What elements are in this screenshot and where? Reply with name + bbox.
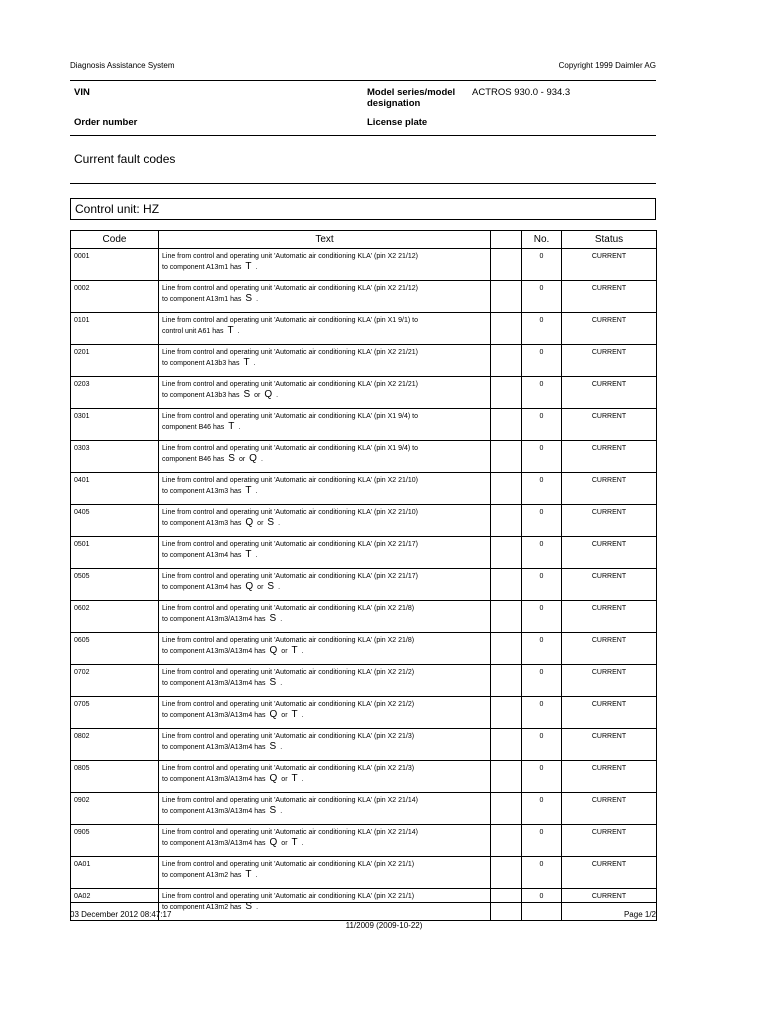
fault-text-line1: Line from control and operating unit 'Automatic air conditioning KLA' (pin X2 21/12): [162, 253, 418, 260]
fault-blank-cell: [491, 537, 522, 569]
table-row: [71, 857, 657, 889]
fault-text-line2: to component A13m3/A13m4 has: [162, 648, 266, 655]
fault-status: CURRENT: [562, 889, 657, 921]
fault-text: Line from control and operating unit 'Automatic air conditioning KLA' (pin X2 21/10) to component A13m3 has Q or S .: [159, 505, 491, 537]
fault-blank-cell: [491, 729, 522, 761]
fault-text-or: or: [281, 648, 288, 655]
model-label-line2: designation: [367, 98, 421, 109]
fault-status: CURRENT: [562, 825, 657, 857]
fault-text-or: or: [281, 840, 288, 847]
fault-text: Line from control and operating unit 'Automatic air conditioning KLA' (pin X2 21/14) to component A13m3/A13m4 has S .: [159, 793, 491, 825]
fault-count: 0: [522, 313, 562, 345]
fault-text-line2: to component A13m3/A13m4 has: [162, 840, 266, 847]
fault-text-or: or: [257, 520, 264, 527]
fault-code: 0605: [71, 633, 159, 665]
fault-text: Line from control and operating unit 'Automatic air conditioning KLA' (pin X2 21/21) to component A13b3 has T .: [159, 345, 491, 377]
table-row: [71, 313, 657, 345]
model-value: ACTROS 930.0 - 934.3: [472, 87, 571, 98]
fault-status: CURRENT: [562, 409, 657, 441]
fault-text-line1: Line from control and operating unit 'Automatic air conditioning KLA' (pin X2 21/8): [162, 605, 415, 612]
fault-text-line2: to component A13m3 has: [162, 488, 242, 495]
fault-blank-cell: [491, 345, 522, 377]
fault-text: Line from control and operating unit 'Automatic air conditioning KLA' (pin X2 21/2) to component A13m3/A13m4 has S .: [159, 665, 491, 697]
fault-code: 0401: [71, 473, 159, 505]
table-row: [71, 761, 657, 793]
fault-text: Line from control and operating unit 'Automatic air conditioning KLA' (pin X1 9/1) to control unit A61 has T .: [159, 313, 491, 345]
column-header-status: Status: [562, 231, 657, 249]
fault-symbol: S: [228, 453, 235, 464]
fault-count: 0: [522, 601, 562, 633]
fault-status: CURRENT: [562, 633, 657, 665]
model-label-line1: Model series/model: [367, 87, 456, 98]
fault-symbol: S: [267, 517, 275, 528]
fault-text-line2: to component A13m3/A13m4 has: [162, 680, 266, 687]
fault-text-line2: to component A13b3 has: [162, 392, 240, 399]
fault-code: 0002: [71, 281, 159, 313]
copyright: Copyright 1999 Daimler AG: [558, 61, 656, 70]
table-row: [71, 505, 657, 537]
fault-text: Line from control and operating unit 'Automatic air conditioning KLA' (pin X2 21/10) to component A13m3 has T .: [159, 473, 491, 505]
fault-text: Line from control and operating unit 'Automatic air conditioning KLA' (pin X2 21/17) to component A13m4 has Q or S .: [159, 569, 491, 601]
fault-status: CURRENT: [562, 249, 657, 281]
fault-text: Line from control and operating unit 'Automatic air conditioning KLA' (pin X2 21/21) to component A13b3 has S or Q .: [159, 377, 491, 409]
version-label: 11/2009 (2009-10-22): [345, 921, 423, 930]
fault-blank-cell: [491, 633, 522, 665]
fault-text-line2: to component A13m3/A13m4 has: [162, 776, 266, 783]
fault-text-line2: to component A13m2 has: [162, 872, 242, 879]
fault-text: Line from control and operating unit 'Automatic air conditioning KLA' (pin X2 21/2) to component A13m3/A13m4 has Q or T .: [159, 697, 491, 729]
table-row: [71, 377, 657, 409]
fault-blank-cell: [491, 825, 522, 857]
fault-text: Line from control and operating unit 'Automatic air conditioning KLA' (pin X2 21/12) to component A13m1 has S .: [159, 281, 491, 313]
vehicle-divider: [70, 135, 656, 136]
fault-text-or: or: [257, 584, 264, 591]
fault-text: Line from control and operating unit 'Automatic air conditioning KLA' (pin X2 21/1) to component A13m2 has S .: [159, 889, 491, 921]
fault-text-line2: to component A13m2 has: [162, 904, 242, 911]
fault-symbol: S: [269, 741, 277, 752]
fault-count: 0: [522, 793, 562, 825]
fault-symbol: Q: [245, 581, 254, 592]
fault-code: 0905: [71, 825, 159, 857]
model-label: [367, 87, 455, 109]
fault-blank-cell: [491, 473, 522, 505]
fault-symbol: Q: [269, 837, 278, 848]
fault-text-line2: to component A13m3 has: [162, 520, 242, 527]
fault-blank-cell: [491, 889, 522, 921]
fault-symbol: T: [291, 773, 298, 784]
fault-count: 0: [522, 633, 562, 665]
fault-code: 0805: [71, 761, 159, 793]
fault-text-line1: Line from control and operating unit 'Automatic air conditioning KLA' (pin X2 21/17): [162, 541, 418, 548]
fault-text-line2: to component A13m1 has: [162, 264, 242, 271]
fault-symbol: S: [269, 613, 277, 624]
control-unit-label: Control unit: HZ: [75, 202, 160, 216]
fault-code: 0505: [71, 569, 159, 601]
table-header-row: [71, 231, 657, 249]
fault-code: 0A02: [71, 889, 159, 921]
fault-status: CURRENT: [562, 537, 657, 569]
fault-text-line1: Line from control and operating unit 'Automatic air conditioning KLA' (pin X2 21/12): [162, 285, 418, 292]
fault-code: 0702: [71, 665, 159, 697]
fault-symbol: T: [291, 837, 298, 848]
table-row: [71, 409, 657, 441]
fault-symbol: T: [245, 485, 252, 496]
fault-code: 0203: [71, 377, 159, 409]
fault-code: 0301: [71, 409, 159, 441]
order-number-label: Order number: [74, 117, 138, 128]
fault-text-line2: control unit A61 has: [162, 328, 224, 335]
table-row: [71, 665, 657, 697]
fault-status: CURRENT: [562, 505, 657, 537]
fault-text: Line from control and operating unit 'Automatic air conditioning KLA' (pin X1 9/4) to component B46 has S or Q .: [159, 441, 491, 473]
fault-blank-cell: [491, 697, 522, 729]
fault-symbol: T: [291, 645, 298, 656]
fault-status: CURRENT: [562, 697, 657, 729]
fault-code: 0602: [71, 601, 159, 633]
fault-symbol: Q: [269, 645, 278, 656]
fault-symbol: S: [245, 901, 253, 912]
fault-text-line2: to component A13m4 has: [162, 552, 242, 559]
table-row: [71, 793, 657, 825]
fault-code: 0001: [71, 249, 159, 281]
vin-label: VIN: [74, 87, 90, 98]
fault-count: 0: [522, 569, 562, 601]
table-row: [71, 569, 657, 601]
fault-text-line2: to component A13m1 has: [162, 296, 242, 303]
fault-text-or: or: [254, 392, 261, 399]
fault-symbol: Q: [269, 773, 278, 784]
fault-symbol: Q: [245, 517, 254, 528]
fault-text-line1: Line from control and operating unit 'Automatic air conditioning KLA' (pin X1 9/1) to: [162, 317, 418, 324]
fault-count: 0: [522, 697, 562, 729]
fault-count: 0: [522, 281, 562, 313]
fault-blank-cell: [491, 313, 522, 345]
fault-code: 0501: [71, 537, 159, 569]
fault-blank-cell: [491, 793, 522, 825]
fault-text-or: or: [238, 456, 246, 463]
section-title: Current fault codes: [74, 152, 176, 166]
fault-text: Line from control and operating unit 'Automatic air conditioning KLA' (pin X2 21/3) to component A13m3/A13m4 has Q or T .: [159, 761, 491, 793]
fault-text-line2: to component A13m4 has: [162, 584, 242, 591]
fault-count: 0: [522, 409, 562, 441]
fault-code: 0902: [71, 793, 159, 825]
license-plate-label: License plate: [367, 117, 428, 128]
fault-status: CURRENT: [562, 441, 657, 473]
fault-symbol: S: [243, 389, 251, 400]
fault-text-or: or: [281, 712, 288, 719]
fault-code: 0101: [71, 313, 159, 345]
fault-symbol: S: [267, 581, 275, 592]
fault-status: CURRENT: [562, 345, 657, 377]
fault-text: Line from control and operating unit 'Automatic air conditioning KLA' (pin X2 21/8) to component A13m3/A13m4 has Q or T .: [159, 633, 491, 665]
fault-status: CURRENT: [562, 665, 657, 697]
fault-text-line1: Line from control and operating unit 'Automatic air conditioning KLA' (pin X2 21/1): [162, 861, 415, 868]
fault-text-line1: Line from control and operating unit 'Automatic air conditioning KLA' (pin X2 21/1): [162, 893, 415, 900]
fault-text-line2: to component A13m3/A13m4 has: [162, 808, 266, 815]
fault-count: 0: [522, 537, 562, 569]
table-row: [71, 601, 657, 633]
fault-symbol: T: [245, 549, 252, 560]
print-datetime: 03 December 2012 08:47:17: [70, 910, 172, 919]
fault-count: 0: [522, 889, 562, 921]
fault-text: Line from control and operating unit 'Automatic air conditioning KLA' (pin X2 21/14) to component A13m3/A13m4 has Q or T .: [159, 825, 491, 857]
fault-status: CURRENT: [562, 281, 657, 313]
section-divider: [70, 183, 656, 184]
fault-symbol: T: [228, 421, 235, 432]
fault-count: 0: [522, 473, 562, 505]
column-header-blank: [491, 231, 522, 249]
fault-blank-cell: [491, 761, 522, 793]
fault-blank-cell: [491, 377, 522, 409]
table-row: [71, 441, 657, 473]
fault-code: 0705: [71, 697, 159, 729]
fault-code: 0A01: [71, 857, 159, 889]
fault-text-line1: Line from control and operating unit 'Automatic air conditioning KLA' (pin X2 21/10): [162, 477, 418, 484]
fault-count: 0: [522, 441, 562, 473]
fault-text-line2: component B46 has: [162, 424, 225, 431]
column-header-no: No.: [522, 231, 562, 249]
fault-count: 0: [522, 377, 562, 409]
fault-blank-cell: [491, 569, 522, 601]
fault-symbol: T: [243, 357, 250, 368]
fault-text-line2: component B46 has: [162, 456, 225, 463]
fault-blank-cell: [491, 409, 522, 441]
fault-blank-cell: [491, 857, 522, 889]
fault-blank-cell: [491, 281, 522, 313]
fault-text-line1: Line from control and operating unit 'Automatic air conditioning KLA' (pin X2 21/14): [162, 829, 418, 836]
page-number: Page 1/2: [623, 910, 656, 919]
fault-symbol: T: [245, 261, 252, 272]
fault-text-line1: Line from control and operating unit 'Automatic air conditioning KLA' (pin X2 21/2): [162, 701, 415, 708]
fault-count: 0: [522, 505, 562, 537]
table-row: [71, 697, 657, 729]
fault-count: 0: [522, 249, 562, 281]
table-row: [71, 473, 657, 505]
table-row: [71, 729, 657, 761]
fault-text: Line from control and operating unit 'Automatic air conditioning KLA' (pin X2 21/17) to component A13m4 has T .: [159, 537, 491, 569]
fault-text: Line from control and operating unit 'Automatic air conditioning KLA' (pin X2 21/12) to component A13m1 has T .: [159, 249, 491, 281]
fault-text-line1: Line from control and operating unit 'Automatic air conditioning KLA' (pin X1 9/4) to: [162, 445, 418, 452]
fault-count: 0: [522, 729, 562, 761]
fault-status: CURRENT: [562, 857, 657, 889]
fault-text-line1: Line from control and operating unit 'Automatic air conditioning KLA' (pin X2 21/21): [162, 381, 418, 388]
fault-text-or: or: [281, 776, 288, 783]
fault-text-line1: Line from control and operating unit 'Automatic air conditioning KLA' (pin X2 21/14): [162, 797, 418, 804]
fault-count: 0: [522, 345, 562, 377]
fault-rows: [71, 249, 657, 921]
fault-text-line2: to component A13m3/A13m4 has: [162, 712, 266, 719]
fault-symbol: S: [269, 677, 277, 688]
fault-text-line2: to component A13b3 has: [162, 360, 240, 367]
fault-text-line2: to component A13m3/A13m4 has: [162, 744, 266, 751]
fault-text: Line from control and operating unit 'Automatic air conditioning KLA' (pin X2 21/8) to component A13m3/A13m4 has S .: [159, 601, 491, 633]
fault-code: 0405: [71, 505, 159, 537]
fault-blank-cell: [491, 249, 522, 281]
fault-blank-cell: [491, 665, 522, 697]
footer-divider: [70, 902, 656, 903]
fault-code: 0201: [71, 345, 159, 377]
fault-symbol: Q: [269, 709, 278, 720]
fault-symbol: S: [269, 805, 277, 816]
fault-text-line1: Line from control and operating unit 'Automatic air conditioning KLA' (pin X2 21/3): [162, 765, 415, 772]
table-row: [71, 825, 657, 857]
fault-status: CURRENT: [562, 377, 657, 409]
fault-status: CURRENT: [562, 569, 657, 601]
fault-symbol: T: [291, 709, 298, 720]
table-row: [71, 249, 657, 281]
fault-status: CURRENT: [562, 761, 657, 793]
fault-count: 0: [522, 857, 562, 889]
fault-code: 0802: [71, 729, 159, 761]
column-header-text: Text: [159, 231, 491, 249]
fault-count: 0: [522, 665, 562, 697]
fault-symbol: T: [245, 869, 252, 880]
fault-text: Line from control and operating unit 'Automatic air conditioning KLA' (pin X2 21/3) to component A13m3/A13m4 has S .: [159, 729, 491, 761]
fault-count: 0: [522, 761, 562, 793]
fault-blank-cell: [491, 601, 522, 633]
fault-status: CURRENT: [562, 601, 657, 633]
fault-text-line1: Line from control and operating unit 'Automatic air conditioning KLA' (pin X2 21/2): [162, 669, 415, 676]
fault-symbol: Q: [264, 389, 273, 400]
fault-symbol: T: [227, 325, 234, 336]
fault-status: CURRENT: [562, 473, 657, 505]
fault-status: CURRENT: [562, 793, 657, 825]
table-row: [71, 281, 657, 313]
table-row: [71, 345, 657, 377]
fault-symbol: Q: [249, 453, 257, 464]
fault-blank-cell: [491, 441, 522, 473]
table-row: [71, 537, 657, 569]
fault-text-line1: Line from control and operating unit 'Automatic air conditioning KLA' (pin X2 21/10): [162, 509, 418, 516]
fault-text-line1: Line from control and operating unit 'Automatic air conditioning KLA' (pin X2 21/17): [162, 573, 418, 580]
fault-symbol: S: [245, 293, 253, 304]
fault-status: CURRENT: [562, 313, 657, 345]
control-unit-box: [70, 198, 656, 220]
fault-text-line1: Line from control and operating unit 'Automatic air conditioning KLA' (pin X2 21/3): [162, 733, 415, 740]
app-name: Diagnosis Assistance System: [70, 61, 175, 70]
fault-text: Line from control and operating unit 'Automatic air conditioning KLA' (pin X2 21/1) to component A13m2 has T .: [159, 857, 491, 889]
fault-text-line1: Line from control and operating unit 'Automatic air conditioning KLA' (pin X2 21/21): [162, 349, 418, 356]
column-header-code: Code: [71, 231, 159, 249]
fault-count: 0: [522, 825, 562, 857]
fault-text-line2: to component A13m3/A13m4 has: [162, 616, 266, 623]
table-row: [71, 633, 657, 665]
fault-code: 0303: [71, 441, 159, 473]
header-divider: [70, 80, 656, 81]
fault-text-line1: Line from control and operating unit 'Automatic air conditioning KLA' (pin X2 21/8): [162, 637, 415, 644]
fault-blank-cell: [491, 505, 522, 537]
fault-status: CURRENT: [562, 729, 657, 761]
fault-text: Line from control and operating unit 'Automatic air conditioning KLA' (pin X1 9/4) to component B46 has T .: [159, 409, 491, 441]
fault-text-line1: Line from control and operating unit 'Automatic air conditioning KLA' (pin X1 9/4) to: [162, 413, 418, 420]
fault-code-table: [70, 230, 657, 921]
